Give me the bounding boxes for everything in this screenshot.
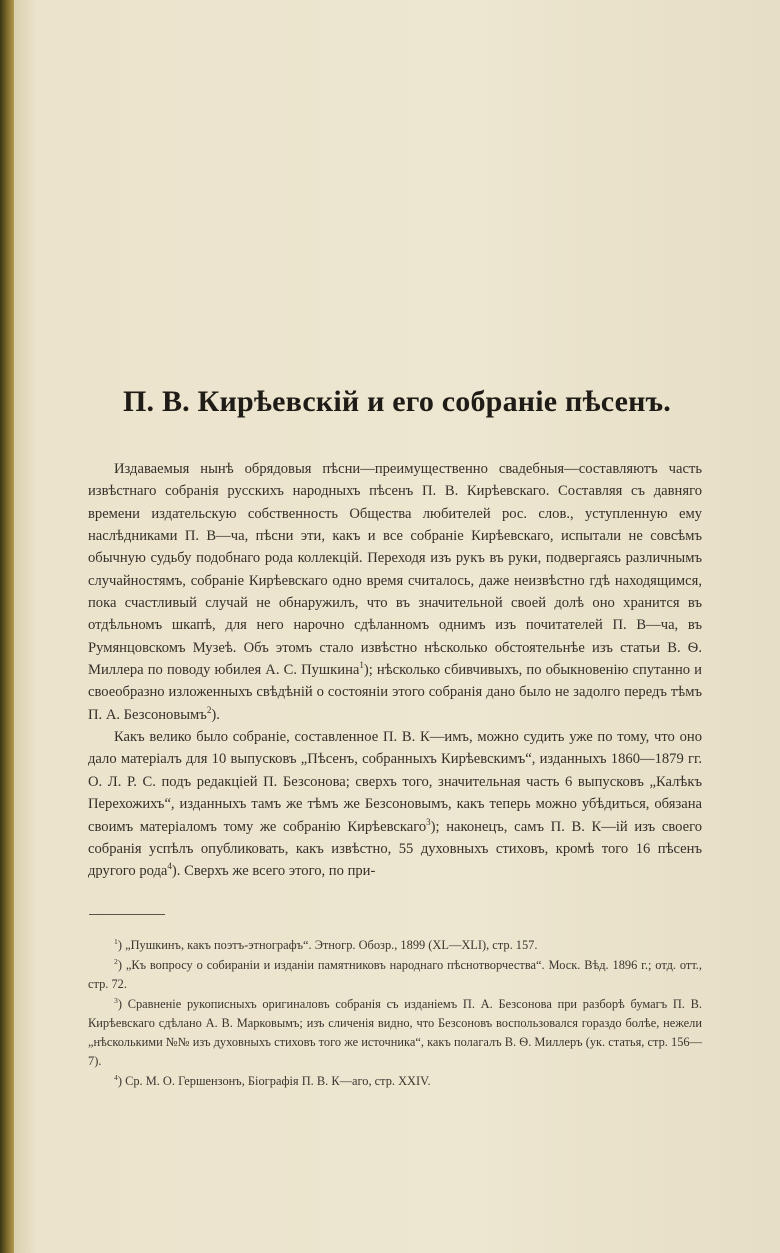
footnote-3 — [88, 995, 702, 1072]
paragraph-text: ); нѣсколько сбивчивыхъ, по обыкновенію спутанно и своеобразно изложенныхъ свѣдѣній о состояніи этого собранія дано было не задолго передъ тѣмъ П. А. Безсоновымъ — [88, 662, 702, 723]
book-spine — [0, 0, 14, 1253]
paragraph-text: Издаваемыя нынѣ обрядовыя пѣсни—преимущественно свадебныя—составляютъ часть извѣстнаго собранія русскихъ народныхъ пѣсенъ П. В. Кирѣевскаго. Составляя съ давняго времени издательскую собственность Общества любителей рос. слов., уступленную ему наслѣдниками П. В—ча, пѣсни эти, какъ и все собраніе Кирѣевскаго, испытали не совсѣмъ обычную судьбу подобнаго рода коллекцій. Переходя изъ рукъ въ руки, подвергаясь различнымъ случайностямъ, собраніе Кирѣевскаго одно время считалось, даже неизвѣстно гдѣ находящимся, пока счастливый случай не обнаружилъ, что въ значительной своей долѣ оно хранится въ отдѣльномъ шкапѣ, для него нарочно сдѣланномъ однимъ изъ почитателей П. В—ча, въ Румянцовскомъ Музеѣ. Объ этомъ стало извѣстно нѣсколько обстоятельнѣе изъ статьи В. Ѳ. Миллера по поводу юбилея А. С. Пушкина — [88, 461, 702, 679]
paragraph-text: Какъ велико было собраніе, составленное П. В. К—имъ, можно судить уже по тому, что оно дало матеріалъ для 10 выпусковъ „Пѣсенъ, собранныхъ Кирѣевскимъ“, изданныхъ 1860—1879 гг. О. Л. Р. С. подъ редакціей П. Безсонова; сверхъ того, значительная часть 6 выпусковъ „Калѣкъ Перехожихъ“, изданныхъ тамъ же тѣмъ же Безсоновымъ, какъ теперь можно убѣдиться, обязана своимъ матеріаломъ тому же собранію Кирѣевскаго — [88, 729, 702, 835]
footnote-mark: 1 — [114, 936, 118, 946]
footnote-ref: 4 — [167, 861, 172, 872]
footnotes — [88, 936, 702, 1091]
footnote-ref: 1 — [359, 660, 364, 671]
footnote-text: ) Сравненіе рукописныхъ оригиналовъ собранія съ изданіемъ П. А. Безсонова при разборѣ бумагъ П. В. Кирѣевскаго сдѣлано А. В. Марковымъ; изъ сличенія видно, что Безсоновъ воспользовался гораздо болѣе, нежели „нѣсколькими №№ изъ духовныхъ стиховъ того же источника“, какъ полагалъ В. Ѳ. Миллеръ (ук. статья, стр. 156—7). — [88, 996, 702, 1069]
paragraph-1 — [88, 458, 702, 726]
footnote-mark: 2 — [114, 956, 118, 966]
footnote-text: ) „Пушкинъ, какъ поэтъ-этнографъ“. Этногр. Обозр., 1899 (XL—XLI), стр. 157. — [117, 938, 538, 952]
footnote-mark: 3 — [114, 995, 118, 1005]
paragraph-text: ). — [211, 706, 220, 723]
footnote-ref: 3 — [426, 816, 431, 827]
book-page — [14, 0, 780, 1253]
paragraph-text: ). Сверхъ же всего этого, по при- — [171, 863, 376, 880]
article-body — [88, 458, 702, 883]
footnote-2 — [88, 956, 702, 994]
paragraph-text: ); наконецъ, самъ П. В. К—ій изъ своего собранія успѣлъ опубликовать, какъ извѣстно, 55 духовныхъ стиховъ, кромѣ того 16 пѣсенъ другого рода — [88, 818, 702, 880]
footnote-4 — [88, 1072, 702, 1091]
footnote-text: ) „Къ вопросу о собираніи и изданіи памятниковъ народнаго пѣснотворчества“. Моск. Вѣд. 1896 г.; отд. отт., стр. 72. — [88, 957, 702, 991]
footnote-mark: 4 — [114, 1072, 118, 1082]
footnote-text: ) Ср. М. О. Гершензонъ, Біографія П. В. К—аго, стр. XXIV. — [117, 1073, 431, 1088]
footnote-divider — [89, 914, 165, 915]
article-title: П. В. Кирѣевскій и его собраніе пѣсенъ. — [123, 385, 671, 418]
footnote-ref: 2 — [206, 704, 212, 715]
footnote-1 — [88, 936, 702, 955]
paragraph-2 — [88, 726, 702, 882]
